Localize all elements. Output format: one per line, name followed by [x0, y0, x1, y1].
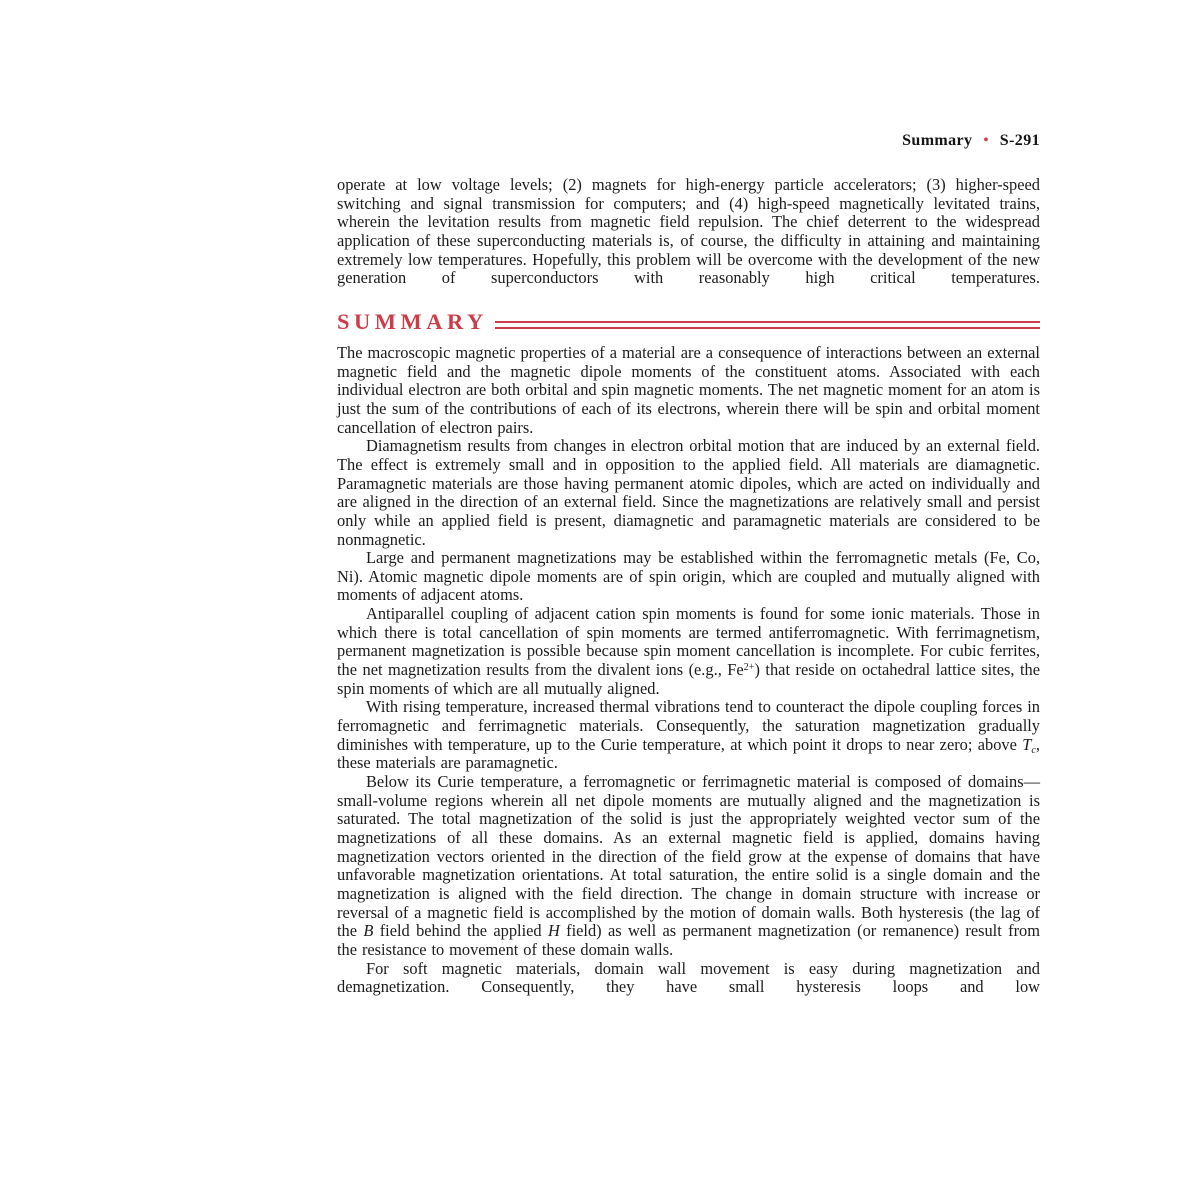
paragraph [337, 698, 1040, 773]
heading-double-rule [495, 321, 1040, 329]
text-run: For soft magnetic materials, domain wall movement is easy during magnetization and demagnetization. Consequently, they have small hysteresis loops and low [337, 958, 1040, 997]
running-head-section: Summary [902, 132, 973, 149]
paragraph [337, 605, 1040, 698]
text-column [337, 132, 1040, 997]
text-run: Antiparallel coupling of adjacent cation spin moments is found for some ionic materials. Those in which there is total cancellation of spin moments are termed antiferromagnetic. With ferrimagnetism, permanent magnetization is possible because spin moment cancellation is incomplete. For cubic ferrites, the net magnetization results from the divalent ions (e.g., Fe [337, 604, 1040, 680]
summary-heading-row [337, 309, 1040, 335]
paragraph [337, 549, 1040, 605]
running-head [337, 132, 1040, 150]
text-run: With rising temperature, increased thermal vibrations tend to counteract the dipole coupling forces in ferromagnetic and ferrimagnetic materials. Consequently, the saturation magnetization gradually diminishes with temperature, up to the Curie temperature, at which point it drops to near zero; above [337, 697, 1040, 754]
running-head-page-number: S-291 [999, 132, 1040, 149]
paragraph [337, 773, 1040, 960]
text-run: , these materials are paramagnetic. [337, 734, 1040, 773]
text-run: H [547, 921, 560, 941]
text-run: B [363, 921, 374, 941]
summary-paragraphs-container [337, 344, 1040, 997]
text-run: Below its Curie temperature, a ferromagnetic or ferrimagnetic material is composed of domains—small-volume regions wherein all net dipole moments are mutually aligned and the magnetization is saturated. The total magnetization of the solid is just the appropriately weighted vector sum of the magnetizations of all these domains. As an external magnetic field is applied, domains having magnetization vectors oriented in the direction of the field grow at the expense of domains that have unfavorable magnetization orientations. At total saturation, the entire solid is a single domain and the magnetization is aligned with the field direction. The change in domain structure with increase or reversal of a magnetic field is accomplished by the motion of domain walls. Both hysteresis (the lag of the [337, 772, 1040, 941]
text-run: operate at low voltage levels; (2) magnets for high-energy particle accelerators; (3) higher-speed switching and signal transmission for computers; and (4) high-speed magnetically levitated trains, wherein the levitation results from magnetic field repulsion. The chief deterrent to the widespread application of these superconducting materials is, of course, the difficulty in attaining and maintaining extremely low temperatures. Hopefully, this problem will be overcome with the development of the new generation of superconductors with reasonably high critical temperatures. [337, 175, 1040, 288]
bullet-separator-icon: • [983, 133, 989, 148]
text-run: c [1031, 744, 1036, 756]
intro-paragraph-container [337, 176, 1040, 288]
text-run: field) as well as permanent magnetization (or remanence) result from the resistance to movement of these domain walls. [337, 921, 1040, 959]
text-run: field behind the applied [373, 921, 548, 941]
text-run: T [1022, 734, 1032, 754]
summary-heading: SUMMARY [337, 308, 488, 334]
paragraph [337, 960, 1040, 997]
text-run: ) that reside on octahedral lattice sites, the spin moments of which are all mutually aligned. [337, 660, 1040, 698]
paragraph [337, 344, 1040, 437]
text-run: 2+ [743, 662, 755, 674]
paragraph [337, 176, 1040, 288]
paragraph [337, 437, 1040, 549]
text-run: The macroscopic magnetic properties of a material are a consequence of interactions between an external magnetic field and the magnetic dipole moments of the constituent atoms. Associated with each individual electron are both orbital and spin magnetic moments. The net magnetic moment for an atom is just the sum of the contributions of each of its electrons, wherein there will be spin and orbital moment cancellation of electron pairs. [337, 342, 1040, 437]
text-run: Large and permanent magnetizations may be established within the ferromagnetic metals (Fe, Co, Ni). Atomic magnetic dipole moments are of spin origin, which are coupled and mutually aligned with moments of adjacent atoms. [337, 548, 1040, 605]
text-run: Diamagnetism results from changes in electron orbital motion that are induced by an external field. The effect is extremely small and in opposition to the applied field. All materials are diamagnetic. Paramagnetic materials are those having permanent atomic dipoles, which are acted on individually and are aligned in the direction of an external field. Since the magnetizations are relatively small and persist only while an applied field is present, diamagnetic and paramagnetic materials are considered to be nonmagnetic. [337, 436, 1040, 549]
